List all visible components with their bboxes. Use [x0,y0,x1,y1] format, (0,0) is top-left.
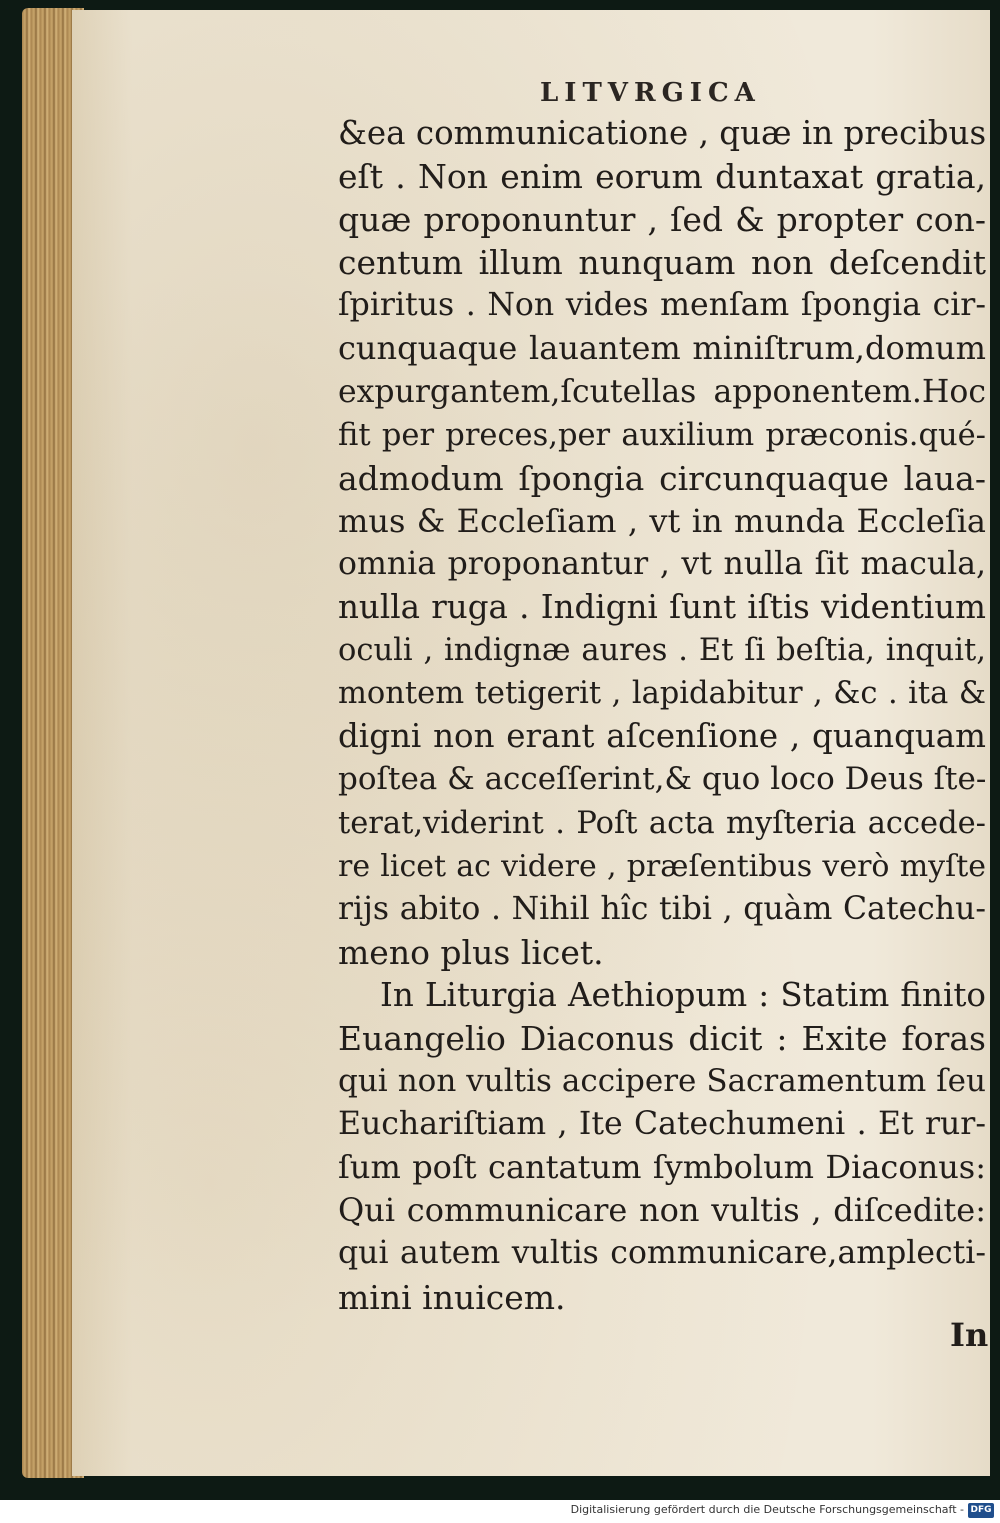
text-line: quæ proponuntur , ſed & propter con- [338,200,986,240]
text-line: nulla ruga . Indigni ſunt iſtis videntium [338,588,986,627]
text-line: admodum ſpongia circunquaque laua- [338,458,986,498]
text-line: montem tetigerit , lapidabitur , &c . ita & [338,676,986,712]
text-line: eſt . Non enim eorum duntaxat gratia, [338,157,986,197]
text-line: re licet ac videre , præſentibus verò myſte [338,848,986,884]
text-line: mus & Eccleſiam , vt in munda Eccleſia [338,501,986,540]
text-line: expurgantem,ſcutellas apponentem.Hoc [338,373,986,410]
text-line: omnia proponantur , vt nulla ſit macula, [338,545,986,582]
funding-credit: Digitalisierung gefördert durch die Deutsche Forschungsgemeinschaft - [570,1503,964,1516]
text-line: Qui communicare non vultis , diſcedite: [338,1191,986,1230]
text-line: cunquaque lauantem miniſtrum,domum [338,329,986,368]
text-line: Euangelio Diaconus dicit : Exite foras [338,1018,986,1058]
text-line: ſum poſt cantatum ſymbolum Diaconus: [338,1148,986,1187]
text-line: ſpiritus . Non vides menſam ſpongia cir- [338,287,986,324]
text-line: In Liturgia Aethiopum : Statim finito [380,975,986,1014]
running-header: LITVRGICA [540,78,761,108]
text-line: fit per preces,per auxilium præconis.qué- [338,417,986,453]
dfg-logo: DFG [968,1503,994,1518]
body-text [338,112,986,1319]
credit-bar [0,1500,1000,1523]
text-line: digni non erant aſcenſione , quanquam [338,717,986,756]
text-line: qui non vultis accipere Sacramentum ſeu [338,1063,986,1100]
text-line: Euchariſtiam , Ite Catechumeni . Et rur- [338,1106,986,1143]
text-line: rijs abito . Nihil hîc tibi , quàm Catechu- [338,890,986,927]
text-line: meno plus licet. [338,932,604,972]
text-line: terat,viderint . Poſt acta myſteria accede- [338,805,986,841]
text-line: centum illum nunquam non deſcendit [338,243,986,283]
text-line: poſtea & acceſſerint,& quo loco Deus ſte- [338,761,987,798]
text-line: &ea communicatione , quæ in precibus [338,114,987,152]
text-line: oculi , indignæ aures . Et ſi beſtia, inquit, [338,633,986,669]
text-line: qui autem vultis communicare,amplecti- [338,1235,986,1272]
text-line: mini inuicem. [338,1277,566,1317]
catchword: In [950,1316,989,1354]
